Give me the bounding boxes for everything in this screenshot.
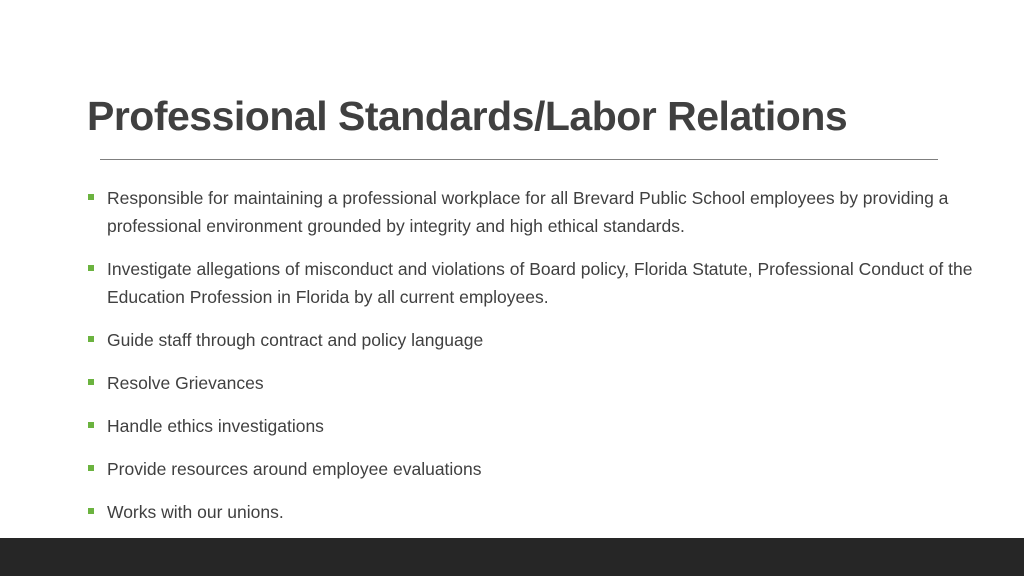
bullet-list (88, 184, 988, 541)
bullet-item (88, 326, 988, 354)
bullet-text: Responsible for maintaining a professional workplace for all Brevard Public School employees by providing a professional environment grounded by integrity and high ethical standards. (107, 188, 949, 236)
bullet-item (88, 498, 988, 526)
bullet-item (88, 412, 988, 440)
title-divider (100, 159, 938, 160)
bullet-text: Works with our unions. (107, 502, 284, 522)
bullet-text: Guide staff through contract and policy language (107, 330, 484, 350)
bullet-text: Provide resources around employee evaluations (107, 459, 482, 479)
bullet-item (88, 455, 988, 483)
slide-title: Professional Standards/Labor Relations (87, 93, 848, 139)
square-bullet-icon (88, 336, 94, 342)
square-bullet-icon (88, 465, 94, 471)
square-bullet-icon (88, 508, 94, 514)
bullet-item (88, 255, 988, 311)
square-bullet-icon (88, 265, 94, 271)
bullet-text: Handle ethics investigations (107, 416, 324, 436)
footer-bar (0, 538, 1024, 576)
square-bullet-icon (88, 194, 94, 200)
bullet-item (88, 184, 988, 240)
bullet-text: Resolve Grievances (107, 373, 264, 393)
bullet-text: Investigate allegations of misconduct and violations of Board policy, Florida Statute, Professional Conduct of the Education Profession in Florida by all current employees. (107, 259, 973, 307)
bullet-item (88, 369, 988, 397)
square-bullet-icon (88, 379, 94, 385)
square-bullet-icon (88, 422, 94, 428)
